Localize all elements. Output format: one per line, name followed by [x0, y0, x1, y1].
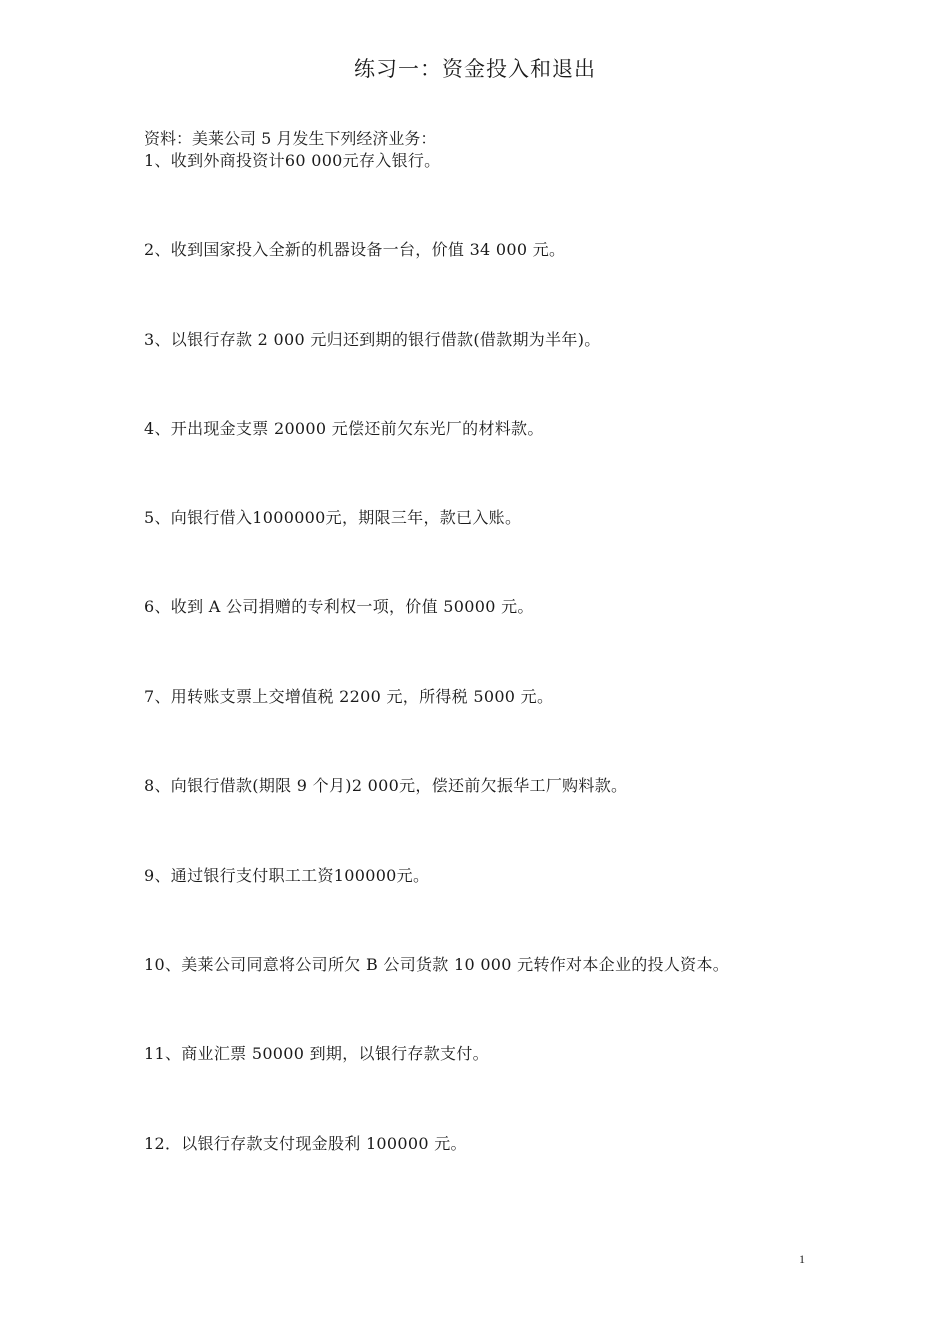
list-item: 5、向银行借入1000000元，期限三年，款已入账。: [144, 508, 522, 527]
intro-text: 资料：美莱公司 5 月发生下列经济业务：: [144, 129, 437, 148]
list-item: 8、向银行借款(期限 9 个月)2 000元，偿还前欠振华工厂购料款。: [144, 776, 628, 795]
list-item: 12．以银行存款支付现金股利 100000 元。: [144, 1134, 467, 1153]
list-item: 4、开出现金支票 20000 元偿还前欠东光厂的材料款。: [144, 419, 544, 438]
list-item: 6、收到 A 公司捐赠的专利权一项，价值 50000 元。: [144, 597, 534, 616]
list-item: 10、美莱公司同意将公司所欠 B 公司货款 10 000 元转作对本企业的投人资本。: [144, 955, 730, 974]
page-number: 1: [799, 1252, 805, 1266]
list-item: 7、用转账支票上交增值税 2200 元，所得税 5000 元。: [144, 687, 554, 706]
list-item: 2、收到国家投入全新的机器设备一台，价值 34 000 元。: [144, 240, 566, 259]
list-item: 11、商业汇票 50000 到期，以银行存款支付。: [144, 1044, 489, 1063]
list-item: 3、以银行存款 2 000 元归还到期的银行借款(借款期为半年)。: [144, 330, 601, 349]
list-item: 9、通过银行支付职工工资100000元。: [144, 866, 430, 885]
list-item: 1、收到外商投资计60 000元存入银行。: [144, 151, 441, 170]
document-title: 练习一：资金投入和退出: [354, 57, 596, 81]
